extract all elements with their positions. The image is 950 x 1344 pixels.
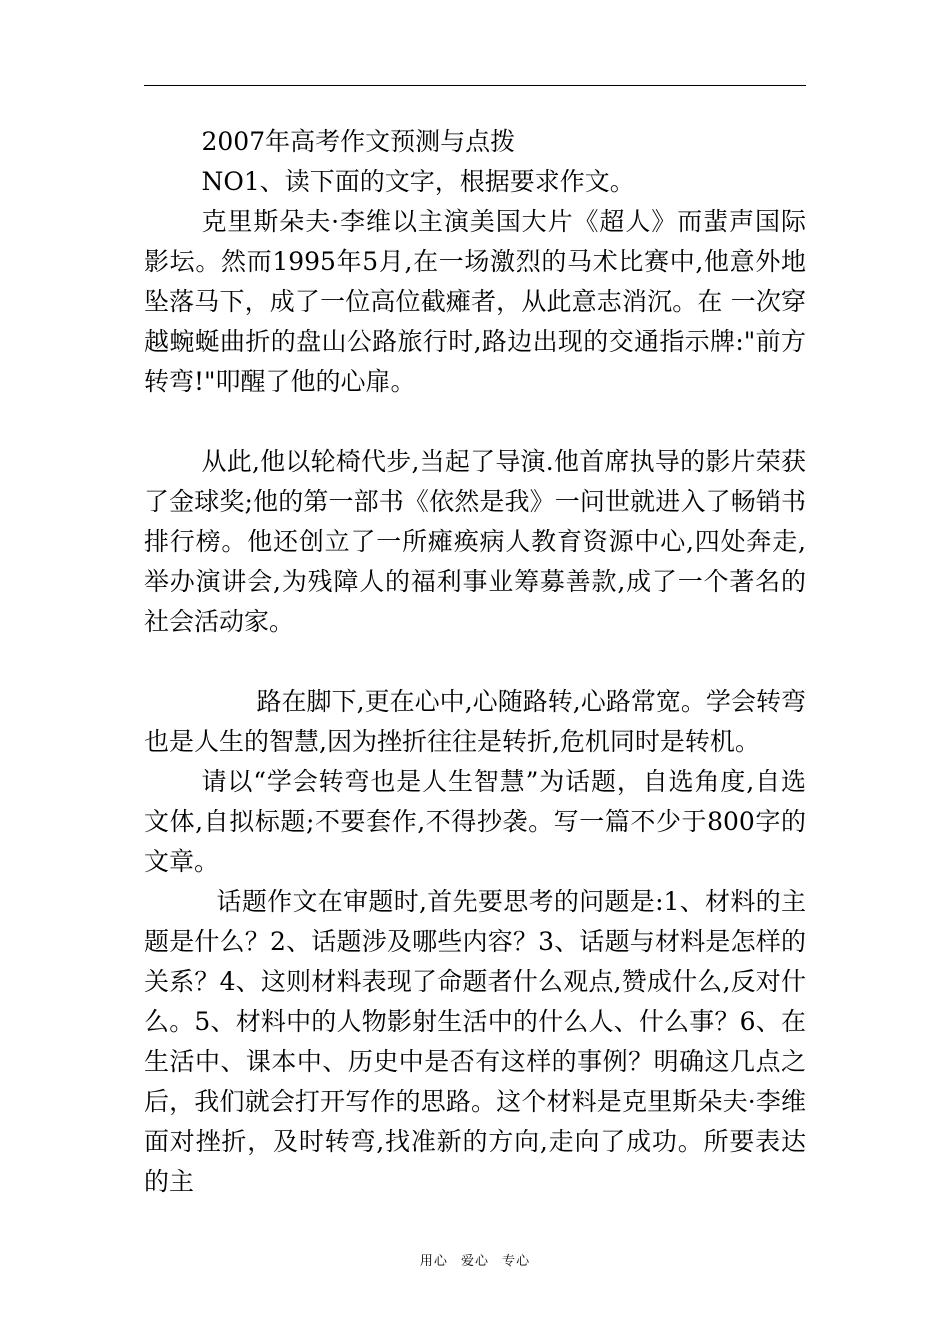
paragraph-2: 从此,他以轮椅代步,当起了导演.他首席执导的影片荣获了金球奖;他的第一部书《依然是我》一问世就进入了畅销书排行榜。他还创立了一所瘫痪病人教育资源中心,四处奔走,举办演讲会,为残障人的福利事业筹募善款,成了一个著名的社会活动家。 xyxy=(144,447,806,636)
paragraph-1: 克里斯朵夫·李维以主演美国大片《超人》而蜚声国际影坛。然而1995年5月,在一场激烈的马术比赛中,他意外地坠落马下，成了一位高位截瘫者，从此意志消沉。在 一次穿越蜿蜒曲折的盘山公路旅行时,路边出现的交通指示牌:"前方转弯!"叩醒了他的心扉。 xyxy=(144,207,806,396)
paragraph-5: 话题作文在审题时,首先要思考的问题是:1、材料的主题是什么？2、话题涉及哪些内容？3、话题与材料是怎样的关系？4、这则材料表现了命题者什么观点,赞成什么,反对什么。5、材料中的人物影射生活中的什么人、什么事？6、在生活中、课本中、历史中是否有这样的事例？明确这几点之后，我们就会打开写作的思路。这个材料是克里斯朵夫·李维面对挫折，及时转弯,找准新的方向,走向了成功。所要表达的主 xyxy=(144,887,806,1196)
document-title: 2007年高考作文预测与点拨 xyxy=(201,127,516,156)
paragraph-4: 请以“学会转弯也是人生智慧”为话题，自选角度,自选文体,自拟标题;不要套作,不得抄袭。写一篇不少于800字的文章。 xyxy=(144,767,806,876)
document-body xyxy=(144,122,806,1202)
header-rule xyxy=(144,85,806,86)
document-subtitle: NO1、读下面的文字，根据要求作文。 xyxy=(201,167,635,196)
paragraph-spacer xyxy=(144,642,806,682)
paragraph-3: 路在脚下,更在心中,心随路转,心路常宽。学会转弯也是人生的智慧,因为挫折往往是转折,危机同时是转机。 xyxy=(144,687,806,756)
page-footer: 用心 爱心 专心 xyxy=(419,1254,531,1269)
paragraph-spacer xyxy=(144,402,806,442)
